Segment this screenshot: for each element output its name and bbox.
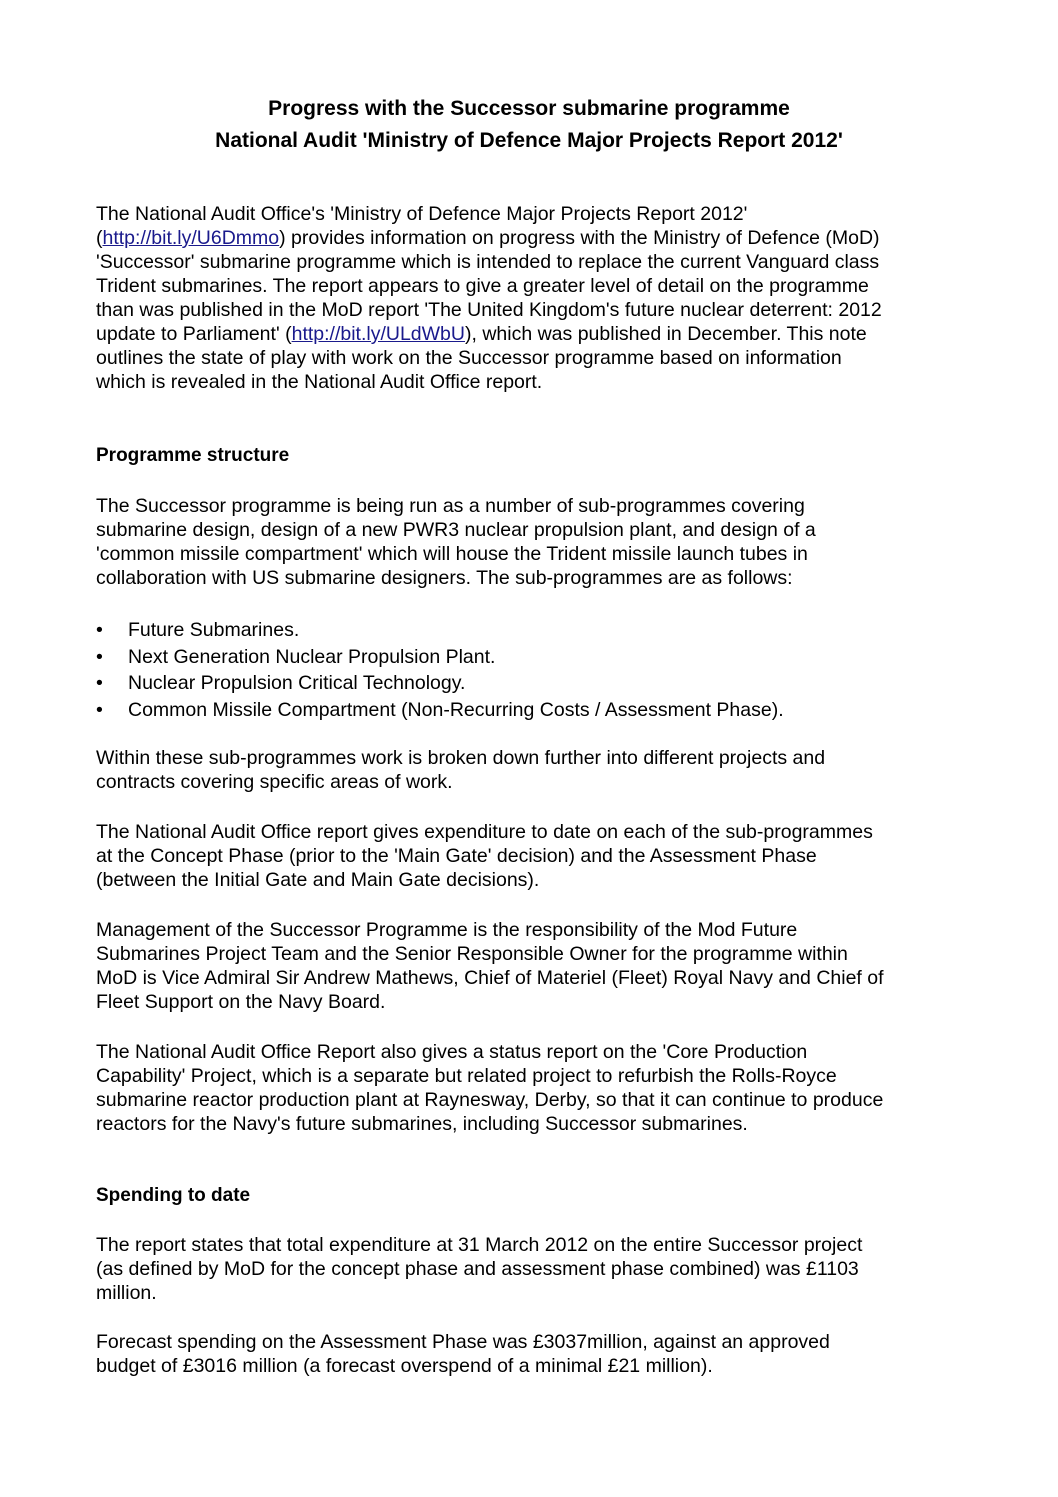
paragraph-line: (between the Initial Gate and Main Gate decisions). <box>96 869 540 891</box>
list-item: Future Submarines. <box>128 619 300 641</box>
paragraph-line: Submarines Project Team and the Senior Responsible Owner for the programme within <box>96 943 848 965</box>
paragraph-line: Fleet Support on the Navy Board. <box>96 991 386 1013</box>
list-item: Nuclear Propulsion Critical Technology. <box>128 672 466 694</box>
paragraph-line: Management of the Successor Programme is the responsibility of the Mod Future <box>96 919 798 941</box>
paragraph-line: The report states that total expenditure at 31 March 2012 on the entire Successor project <box>96 1234 863 1256</box>
intro-line: 'Successor' submarine programme which is intended to replace the current Vanguard class <box>96 251 880 273</box>
paragraph-line: MoD is Vice Admiral Sir Andrew Mathews, Chief of Materiel (Fleet) Royal Navy and Chief of <box>96 967 884 989</box>
paragraph-line: Forecast spending on the Assessment Phase was £3037million, against an approved <box>96 1331 830 1353</box>
paragraph-line: reactors for the Navy's future submarines, including Successor submarines. <box>96 1113 748 1135</box>
paragraph-line: (as defined by MoD for the concept phase and assessment phase combined) was £1103 <box>96 1258 859 1280</box>
intro-line: than was published in the MoD report 'The United Kingdom's future nuclear deterrent: 2012 <box>96 299 882 321</box>
nao-report-link[interactable]: http://bit.ly/U6Dmmo <box>102 227 280 249</box>
paragraph-line: submarine reactor production plant at Raynesway, Derby, so that it can continue to produce <box>96 1089 884 1111</box>
paragraph-line: budget of £3016 million (a forecast overspend of a minimal £21 million). <box>96 1355 713 1377</box>
paragraph-line: The Successor programme is being run as a number of sub-programmes covering <box>96 495 805 517</box>
paragraph-line: at the Concept Phase (prior to the 'Main Gate' decision) and the Assessment Phase <box>96 845 817 867</box>
intro-line: which is revealed in the National Audit Office report. <box>96 371 543 393</box>
document-title-line-1: Progress with the Successor submarine programme <box>268 97 790 120</box>
list-item: Common Missile Compartment (Non-Recurring Costs / Assessment Phase). <box>128 699 784 721</box>
paragraph-line: Capability' Project, which is a separate but related project to refurbish the Rolls-Royce <box>96 1065 837 1087</box>
spending-heading: Spending to date <box>96 1185 251 1206</box>
paragraph-line: The National Audit Office report gives expenditure to date on each of the sub-programmes <box>96 821 873 843</box>
paragraph-line: The National Audit Office Report also gives a status report on the 'Core Production <box>96 1041 808 1063</box>
paragraph-line: 'common missile compartment' which will house the Trident missile launch tubes in <box>96 543 808 565</box>
intro-line-text: update to Parliament' ( <box>96 323 292 345</box>
paragraph-line: million. <box>96 1282 157 1304</box>
programme-structure-heading: Programme structure <box>96 445 290 466</box>
paragraph-line: Within these sub-programmes work is broken down further into different projects and <box>96 747 826 769</box>
paragraph-line: collaboration with US submarine designers. The sub-programmes are as follows: <box>96 567 793 589</box>
paragraph-line: submarine design, design of a new PWR3 nuclear propulsion plant, and design of a <box>96 519 816 541</box>
intro-line: Trident submarines. The report appears to give a greater level of detail on the programme <box>96 275 869 297</box>
list-item: Next Generation Nuclear Propulsion Plant. <box>128 646 496 668</box>
intro-line <box>96 226 880 250</box>
bullet-icon: • <box>96 672 103 694</box>
paren-open: ( <box>96 227 103 249</box>
intro-line-text: ) provides information on progress with the Ministry of Defence (MoD) <box>279 227 880 249</box>
document-title-line-2: National Audit 'Ministry of Defence Major Projects Report 2012' <box>215 129 843 152</box>
paragraph-line: contracts covering specific areas of work. <box>96 771 453 793</box>
intro-line: outlines the state of play with work on the Successor programme based on information <box>96 347 842 369</box>
bullet-icon: • <box>96 699 103 721</box>
mod-report-link[interactable]: http://bit.ly/ULdWbU <box>291 323 465 345</box>
bullet-icon: • <box>96 619 103 641</box>
intro-line-text: ), which was published in December. This note <box>465 323 867 345</box>
intro-line: The National Audit Office's 'Ministry of Defence Major Projects Report 2012' <box>96 203 748 225</box>
intro-line <box>96 322 867 346</box>
bullet-icon: • <box>96 646 103 668</box>
